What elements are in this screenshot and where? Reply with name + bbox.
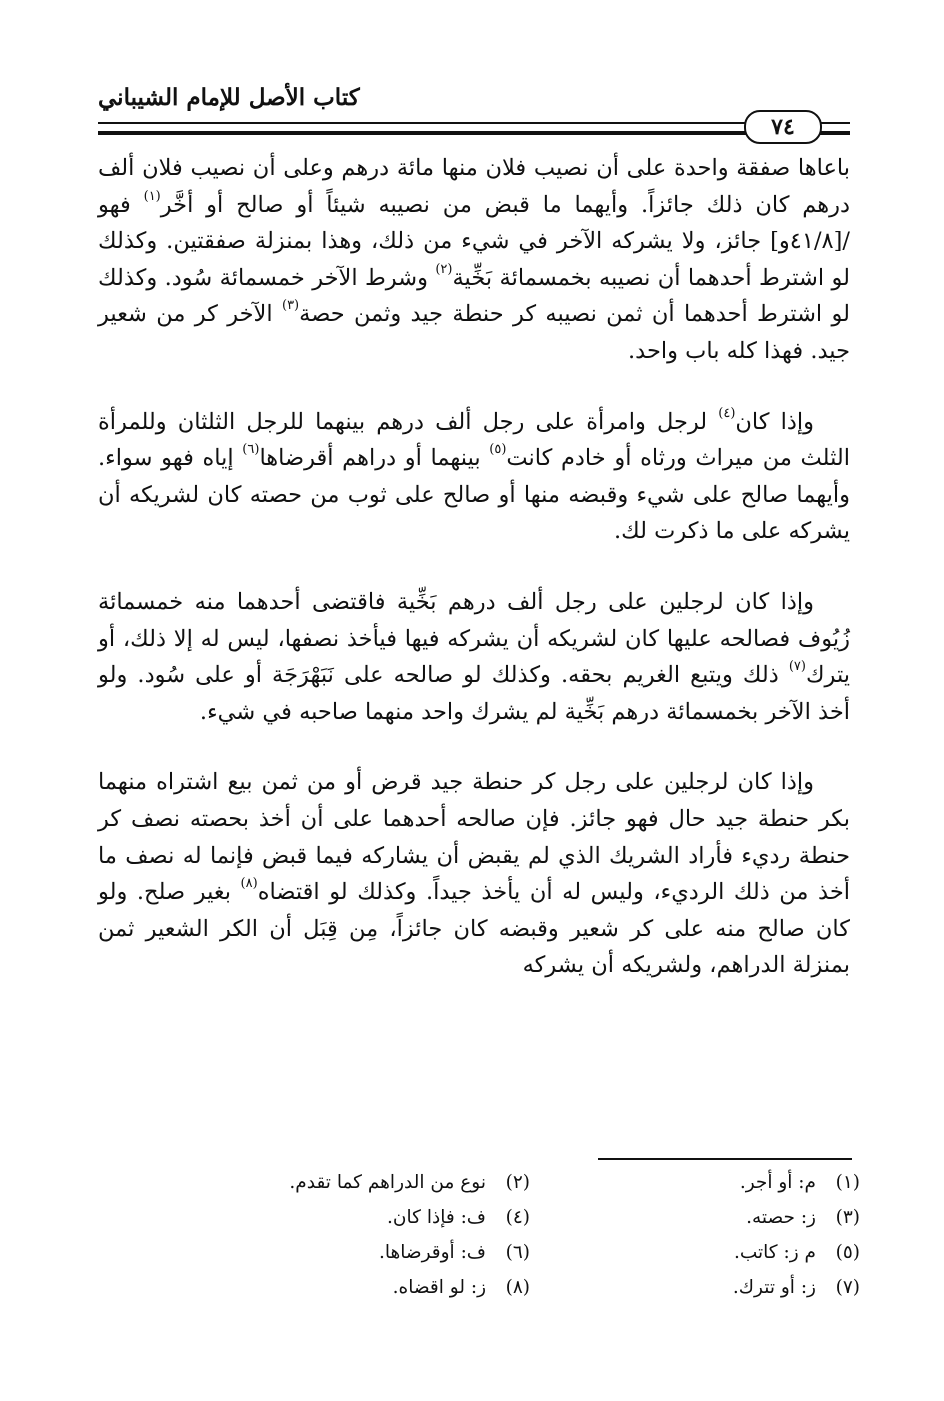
text-run: إياه فهو سواء. وأيهما صالح على شيء وقبضه منها أو صالح على ثوب من حصته كان لشريكه أن يشركه على ما ذكرت لك. xyxy=(98,445,850,545)
header-rule-thick xyxy=(98,131,850,135)
paragraph xyxy=(98,764,850,984)
footnote-8: (٨)ز: لو اقضاه. xyxy=(392,1277,530,1298)
footnote-6: (٦)ف: أوقرضاها. xyxy=(378,1242,530,1263)
text-run: فهو /[٤١/٨و] جائز، ولا يشركه الآخر في شيء من ذلك، وهذا بمنزلة صفقتين. وكذلك لو اشترط أحدهما أن نصيبه بخمسمائة بَخِّية xyxy=(98,191,851,291)
footnote-7: (٧)ز: أو تترك. xyxy=(732,1277,860,1298)
footnote-4: (٤)ف: فإذا كان. xyxy=(387,1207,530,1228)
paragraph xyxy=(98,150,850,370)
footnote-2: (٢)نوع من الدراهم كما تقدم. xyxy=(289,1172,530,1193)
footnote-marker: (٦) xyxy=(242,442,260,458)
text-run: بينهما أو دراهم أقرضاها xyxy=(259,445,490,472)
footnote-5: (٥)م ز: كاتب. xyxy=(733,1242,860,1263)
text-run: لرجل وامرأة على رجل ألف درهم بينهما للرجل الثلثان وللمرأة الثلث من ميراث ورثاه أو خادم كانت xyxy=(98,408,850,472)
main-text xyxy=(98,150,850,1018)
text-run: وإذا كان xyxy=(735,408,814,435)
book-title: كتاب الأصل للإمام الشيباني xyxy=(98,84,360,111)
footnote-marker: (٥) xyxy=(489,442,507,458)
text-run: الآخر كر من شعير جيد. فهذا كله باب واحد. xyxy=(98,301,850,364)
header-rule-thin xyxy=(98,122,850,124)
paragraph xyxy=(98,584,850,730)
footnote-1: (١)م: أو أجر. xyxy=(739,1172,860,1193)
page-header xyxy=(98,82,850,142)
text-run: بغير صلح. ولو كان صالح منه على كر شعير وقبضه كان جائزاً، مِن قِبَل أن الكر الشعير ثمن بمنزلة الدراهم، ولشريكه أن يشركه xyxy=(98,879,850,979)
footnote-marker: (٢) xyxy=(435,261,453,277)
footnote-separator xyxy=(598,1158,852,1160)
page-number-badge: ٧٤ xyxy=(744,110,822,144)
footnote-marker: (٨) xyxy=(240,876,258,892)
text-run: وشرط الآخر خمسمائة سُود. وكذلك لو اشترط أحدهما أن ثمن نصيبه كر حنطة جيد وثمن حصة xyxy=(98,264,850,328)
footnotes xyxy=(200,1172,860,1312)
text-run: ذلك ويتبع الغريم بحقه. وكذلك لو صالحه على نَبَهْرَجَة أو على سُود. ولو أخذ الآخر بخمسمائة درهم بَخِّية لم يشرك واحد منهما صاحبه في شيء. xyxy=(98,662,850,725)
text-run: باعاها صفقة واحدة على أن نصيب فلان منها مائة درهم وعلى أن نصيب فلان ألف درهم كان ذلك جائزاً. وأيهما ما قبض من نصيبه شيئاً أو صالح أو أخَّر xyxy=(98,155,850,218)
footnote-3: (٣)ز: حصته. xyxy=(746,1207,860,1228)
text-run: وإذا كان لرجلين على رجل ألف درهم بَخِّية فاقتضى أحدهما منه خمسمائة زُيُوف فصالحه عليها كان لشريكه أن يشركه فيها فيأخذ نصفها، ليس له إلا ذلك، أو يترك xyxy=(98,588,850,689)
text-run: وإذا كان لرجلين على رجل كر حنطة جيد قرض أو من ثمن بيع اشتراه منهما بكر حنطة جيد حال فهو جائز. فإن صالحه أحدهما على أن أخذ بحصته نصف كر حنطة رديء فأراد الشريك الذي لم يقبض أن يشاركه فيما قبض فإنما له نصف ما أخذ من ذلك الرديء، وليس له أن يأخذ جيداً. وكذلك لو اقتضاه xyxy=(98,769,850,906)
paragraph xyxy=(98,404,850,550)
footnote-marker: (٣) xyxy=(281,298,300,314)
footnote-marker: (٧) xyxy=(788,659,806,675)
footnote-marker: (١) xyxy=(143,188,161,204)
footnote-marker: (٤) xyxy=(718,405,736,421)
